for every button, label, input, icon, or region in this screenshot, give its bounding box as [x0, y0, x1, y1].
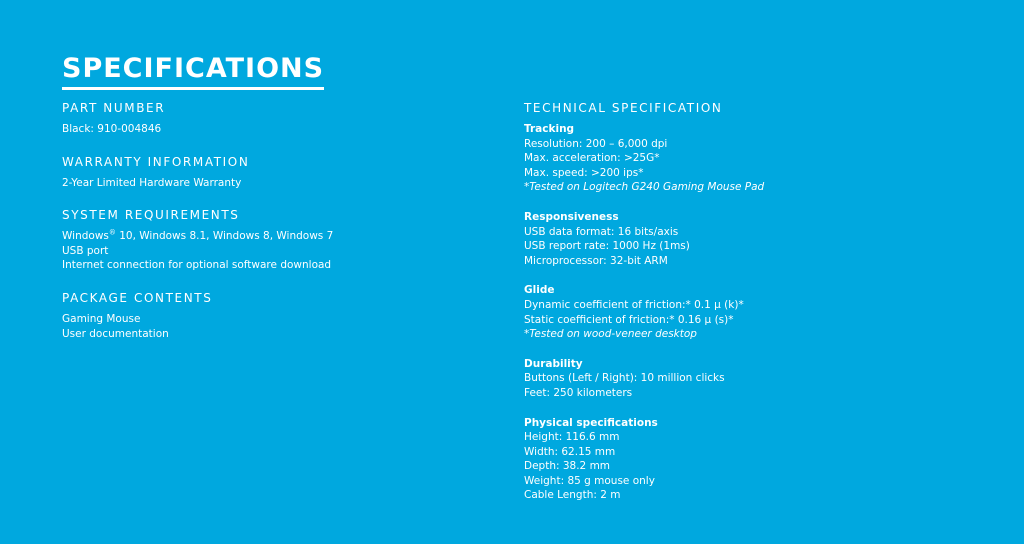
windows-prefix: Windows: [62, 230, 109, 243]
part-number-section: [62, 100, 482, 137]
spec-line: Max. acceleration: >25G*: [524, 152, 660, 165]
group-title: Physical specifications: [524, 416, 658, 429]
durability-group: [524, 357, 984, 401]
technical-specification-column: [524, 100, 984, 518]
spec-line: Cable Length: 2 m: [524, 489, 621, 502]
section-heading: PACKAGE CONTENTS: [62, 290, 213, 305]
responsiveness-group: [524, 210, 984, 268]
windows-versions: 10, Windows 8.1, Windows 8, Windows 7: [115, 230, 334, 243]
spec-line: Static coefficient of friction:* 0.16 μ (s)*: [524, 313, 734, 326]
left-column: [62, 100, 482, 358]
spec-line: Dynamic coefficient of friction:* 0.1 μ (k)*: [524, 298, 744, 311]
internet-requirement: Internet connection for optional software download: [62, 259, 332, 272]
spec-line: Feet: 250 kilometers: [524, 386, 633, 399]
spec-line: Weight: 85 g mouse only: [524, 474, 655, 487]
group-title: Responsiveness: [524, 210, 619, 223]
spec-line: USB report rate: 1000 Hz (1ms): [524, 240, 690, 253]
spec-line: Depth: 38.2 mm: [524, 460, 611, 473]
spec-line: Resolution: 200 – 6,000 dpi: [524, 137, 668, 150]
system-requirements-section: [62, 207, 482, 273]
page-title: SPECIFICATIONS: [62, 52, 324, 90]
windows-requirement: [62, 229, 482, 244]
package-item: User documentation: [62, 327, 169, 340]
spec-line: Buttons (Left / Right): 10 million clicks: [524, 372, 725, 385]
tracking-group: [524, 122, 984, 195]
spec-line: Width: 62.15 mm: [524, 445, 616, 458]
physical-specifications-group: [524, 416, 984, 504]
spec-line: Microprocessor: 32-bit ARM: [524, 254, 668, 267]
group-title: Glide: [524, 284, 555, 297]
spec-line: Max. speed: >200 ips*: [524, 166, 644, 179]
registered-mark: ®: [108, 228, 116, 237]
warranty-value: 2-Year Limited Hardware Warranty: [62, 176, 242, 189]
spec-footnote: *Tested on Logitech G240 Gaming Mouse Pad: [524, 181, 765, 194]
spec-line: USB data format: 16 bits/axis: [524, 225, 679, 238]
group-title: Tracking: [524, 123, 575, 135]
section-heading: PART NUMBER: [62, 101, 166, 115]
technical-specification-heading: TECHNICAL SPECIFICATION: [524, 101, 723, 115]
spec-footnote: *Tested on wood-veneer desktop: [524, 328, 697, 341]
package-item: Gaming Mouse: [62, 312, 141, 325]
glide-group: [524, 283, 984, 341]
spec-line: Height: 116.6 mm: [524, 431, 620, 444]
package-contents-section: [62, 290, 482, 341]
part-number-value: Black: 910-004846: [62, 123, 162, 135]
section-heading: WARRANTY INFORMATION: [62, 154, 250, 169]
section-heading: SYSTEM REQUIREMENTS: [62, 208, 240, 223]
usb-requirement: USB port: [62, 244, 109, 257]
warranty-section: [62, 154, 482, 191]
group-title: Durability: [524, 357, 583, 370]
